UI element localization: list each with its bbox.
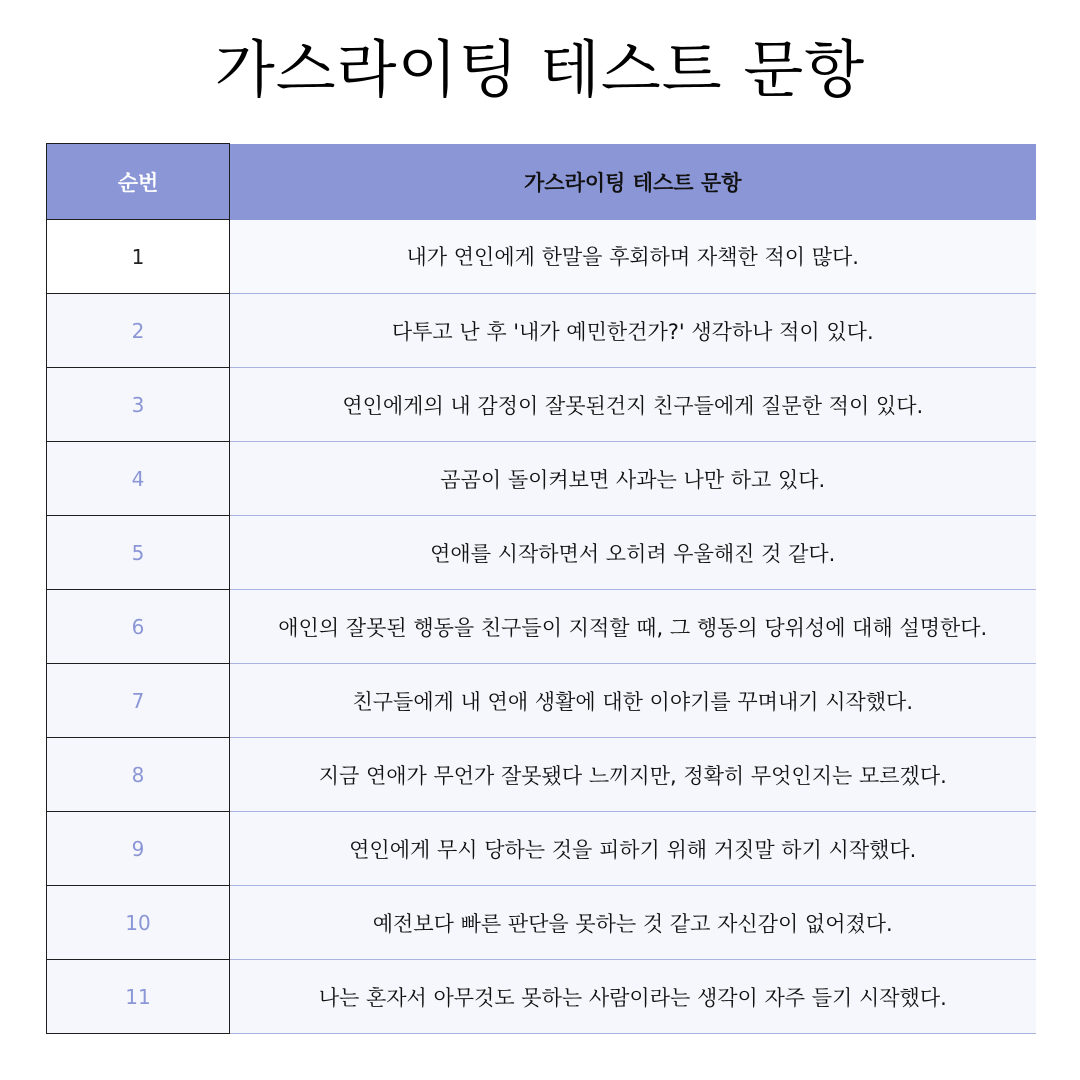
table-row xyxy=(47,664,1036,738)
table-row xyxy=(47,812,1036,886)
table-row xyxy=(47,960,1036,1034)
row-question: 다투고 난 후 '내가 예민한건가?' 생각하나 적이 있다. xyxy=(230,294,1036,368)
row-number: 8 xyxy=(47,738,230,812)
row-question: 내가 연인에게 한말을 후회하며 자책한 적이 많다. xyxy=(230,220,1036,294)
table-row xyxy=(47,516,1036,590)
row-number: 11 xyxy=(47,960,230,1034)
row-question: 지금 연애가 무언가 잘못됐다 느끼지만, 정확히 무엇인지는 모르겠다. xyxy=(230,738,1036,812)
question-column-header: 가스라이팅 테스트 문항 xyxy=(230,144,1036,220)
row-question: 연애를 시작하면서 오히려 우울해진 것 같다. xyxy=(230,516,1036,590)
row-question: 친구들에게 내 연애 생활에 대한 이야기를 꾸며내기 시작했다. xyxy=(230,664,1036,738)
table-row xyxy=(47,442,1036,516)
row-number: 1 xyxy=(47,220,230,294)
row-number: 3 xyxy=(47,368,230,442)
row-question: 곰곰이 돌이켜보면 사과는 나만 하고 있다. xyxy=(230,442,1036,516)
number-column-header: 순번 xyxy=(47,144,230,220)
row-number: 9 xyxy=(47,812,230,886)
row-question: 연인에게 무시 당하는 것을 피하기 위해 거짓말 하기 시작했다. xyxy=(230,812,1036,886)
row-number: 10 xyxy=(47,886,230,960)
row-number: 5 xyxy=(47,516,230,590)
table-row xyxy=(47,220,1036,294)
row-question: 애인의 잘못된 행동을 친구들이 지적할 때, 그 행동의 당위성에 대해 설명한다. xyxy=(230,590,1036,664)
row-number: 2 xyxy=(47,294,230,368)
table-row xyxy=(47,738,1036,812)
row-number: 7 xyxy=(47,664,230,738)
row-question: 나는 혼자서 아무것도 못하는 사람이라는 생각이 자주 들기 시작했다. xyxy=(230,960,1036,1034)
table-row xyxy=(47,368,1036,442)
header-row xyxy=(47,144,1036,220)
table-row xyxy=(47,886,1036,960)
row-question: 연인에게의 내 감정이 잘못된건지 친구들에게 질문한 적이 있다. xyxy=(230,368,1036,442)
table-row xyxy=(47,294,1036,368)
row-question: 예전보다 빠른 판단을 못하는 것 같고 자신감이 없어졌다. xyxy=(230,886,1036,960)
page-title: 가스라이팅 테스트 문항 xyxy=(214,33,866,106)
question-table xyxy=(46,143,1036,1034)
row-number: 4 xyxy=(47,442,230,516)
table-row xyxy=(47,590,1036,664)
row-number: 6 xyxy=(47,590,230,664)
